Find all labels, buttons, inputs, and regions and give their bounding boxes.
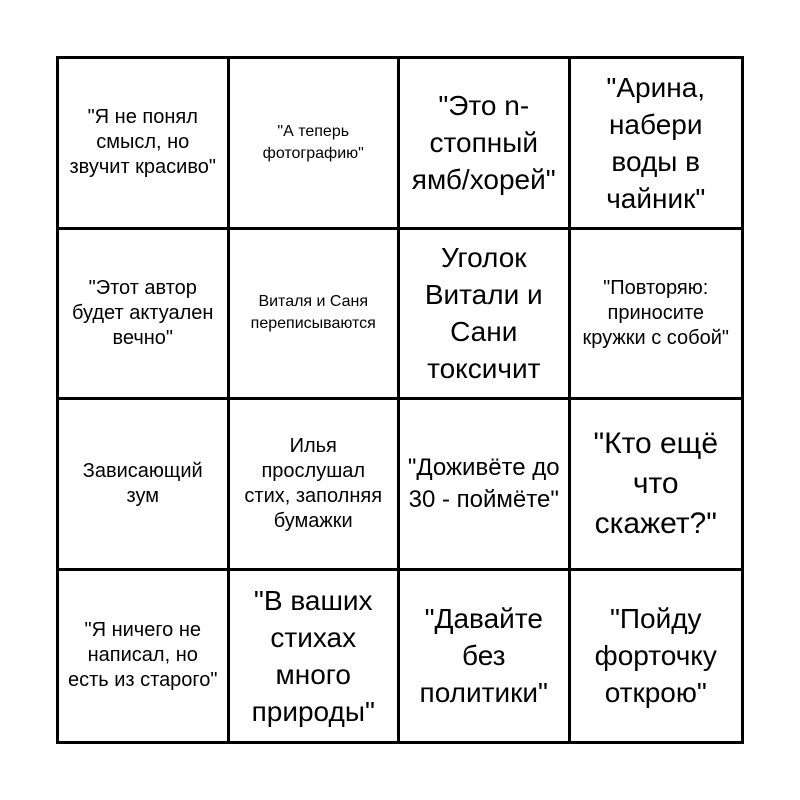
bingo-cell-text: "Давайте без политики" bbox=[419, 603, 548, 709]
bingo-cell[interactable] bbox=[400, 59, 571, 230]
bingo-cell[interactable] bbox=[59, 571, 230, 742]
bingo-cell-text: "Доживёте до 30 - поймёте" bbox=[407, 453, 560, 513]
bingo-cell-text: Зависающий зум bbox=[82, 459, 203, 507]
bingo-cell-text: Уголок Витали и Сани токсичит bbox=[424, 242, 543, 385]
bingo-cell-text: "В ваших стихах много природы" bbox=[251, 584, 375, 727]
bingo-cell[interactable] bbox=[571, 400, 742, 571]
bingo-cell[interactable] bbox=[400, 400, 571, 571]
bingo-cell[interactable] bbox=[230, 571, 401, 742]
bingo-cell[interactable] bbox=[571, 59, 742, 230]
bingo-cell-text: Илья прослушал стих, заполняя бумажки bbox=[244, 434, 383, 532]
bingo-cell-text: Виталя и Саня переписываются bbox=[250, 293, 376, 333]
bingo-cell[interactable] bbox=[230, 59, 401, 230]
bingo-cell-text: "Кто ещё что скажет?" bbox=[593, 426, 719, 540]
bingo-cell-text: "Повторяю: приносите кружки с собой" bbox=[582, 276, 729, 349]
bingo-cell-text: "А теперь фотографию" bbox=[262, 122, 364, 162]
bingo-cell-text: "Это n-стопный ямб/хорей" bbox=[411, 90, 556, 196]
bingo-board bbox=[56, 56, 744, 744]
bingo-cell[interactable] bbox=[400, 230, 571, 401]
bingo-cell-text: "Арина, набери воды в чайник" bbox=[606, 71, 706, 214]
bingo-cell[interactable] bbox=[400, 571, 571, 742]
bingo-cell[interactable] bbox=[59, 230, 230, 401]
bingo-cell-text: "Пойду форточку открою" bbox=[594, 603, 717, 709]
bingo-cell[interactable] bbox=[230, 400, 401, 571]
bingo-cell-text: "Этот автор будет актуален вечно" bbox=[72, 276, 214, 349]
bingo-cell[interactable] bbox=[230, 230, 401, 401]
bingo-cell[interactable] bbox=[59, 59, 230, 230]
bingo-cell[interactable] bbox=[571, 230, 742, 401]
bingo-cell-text: "Я ничего не написал, но есть из старого" bbox=[67, 619, 218, 692]
bingo-cell[interactable] bbox=[571, 571, 742, 742]
bingo-cell-text: "Я не понял смысл, но звучит красиво" bbox=[69, 106, 216, 179]
bingo-cell[interactable] bbox=[59, 400, 230, 571]
